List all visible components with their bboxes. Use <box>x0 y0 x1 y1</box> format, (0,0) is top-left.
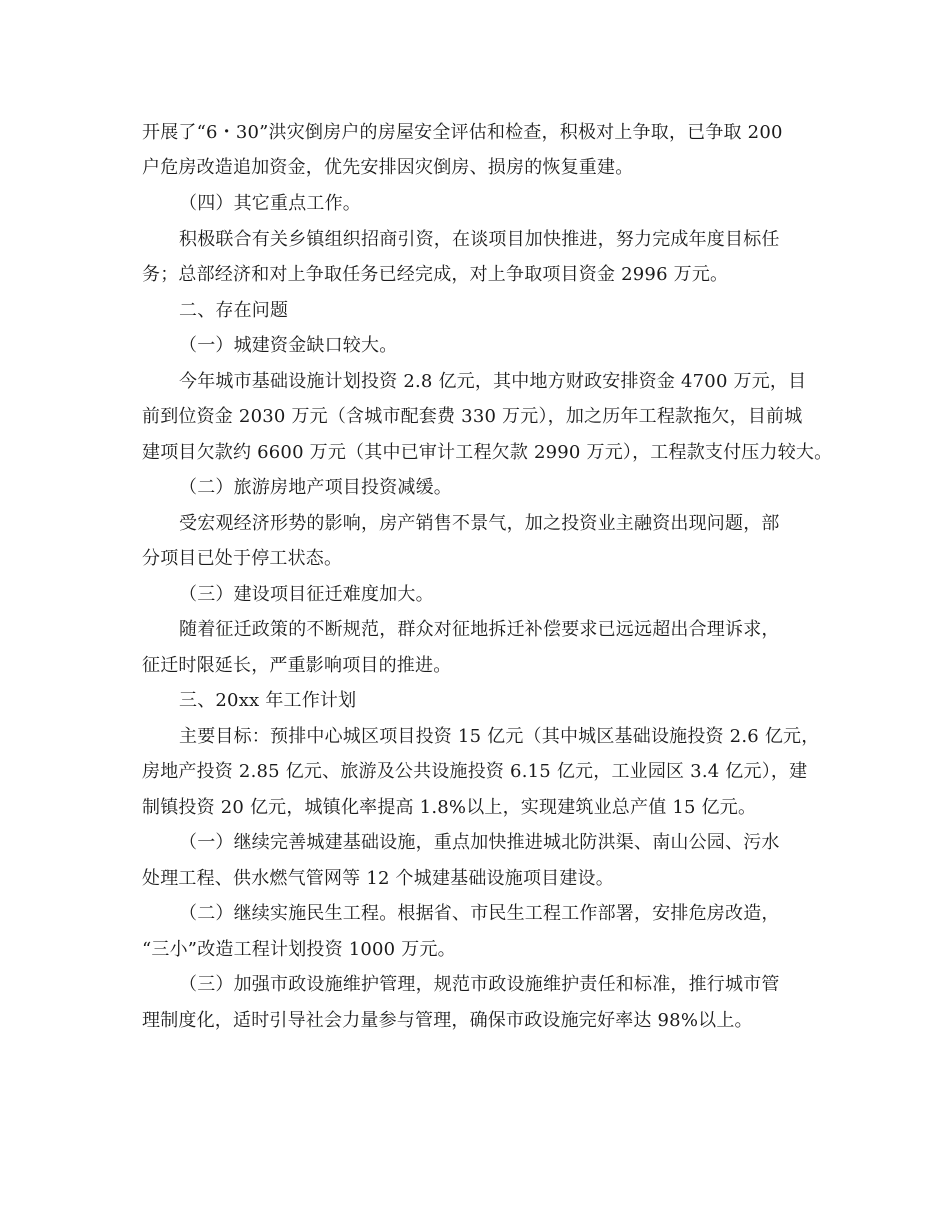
section-heading: 二、存在问题 <box>179 300 289 321</box>
body-text-line: 随着征迁政策的不断规范，群众对征地拆迁补偿要求已远远超出合理诉求， <box>179 619 780 640</box>
body-text-line: 务；总部经济和对上争取任务已经完成，对上争取项目资金 2996 万元。 <box>142 264 729 285</box>
body-text-line: 户危房改造追加资金，优先安排因灾倒房、损房的恢复重建。 <box>142 157 634 178</box>
body-text-line: “三小”改造工程计划投资 1000 万元。 <box>142 939 456 960</box>
body-text-line: （三）加强市政设施维护管理，规范市政设施维护责任和标准，推行城市管 <box>179 974 780 995</box>
section-heading: （四）其它重点工作。 <box>179 193 361 214</box>
body-text-line: 建项目欠款约 6600 万元（其中已审计工程欠款 2990 万元），工程款支付压力较大。 <box>142 442 833 463</box>
body-text-line: 分项目已处于停工状态。 <box>142 548 343 569</box>
body-text-line: 前到位资金 2030 万元（含城市配套费 330 万元），加之历年工程款拖欠，目前城 <box>142 406 803 427</box>
body-text-line: 处理工程、供水燃气管网等 12 个城建基础设施项目建设。 <box>142 868 614 889</box>
body-text-line: 房地产投资 2.85 亿元、旅游及公共设施投资 6.15 亿元，工业园区 3.4 亿元），建 <box>142 761 808 782</box>
section-heading: （二）旅游房地产项目投资减缓。 <box>179 477 452 498</box>
body-text-line: （二）继续实施民生工程。根据省、市民生工程工作部署，安排危房改造， <box>179 903 780 924</box>
body-text-line: 制镇投资 20 亿元，城镇化率提高 1.8%以上，实现建筑业总产值 15 亿元。 <box>142 797 757 818</box>
body-text-line: 征迁时限延长，严重影响项目的推进。 <box>142 655 452 676</box>
body-text-line: 受宏观经济形势的影响，房产销售不景气，加之投资业主融资出现问题，部 <box>179 513 780 534</box>
section-heading: （三）建设项目征迁难度加大。 <box>179 584 434 605</box>
body-text-line: 开展了“6・30”洪灾倒房户的房屋安全评估和检查，积极对上争取，已争取 200 <box>142 122 783 143</box>
body-text-line: 积极联合有关乡镇组织招商引资，在谈项目加快推进，努力完成年度目标任 <box>179 229 780 250</box>
body-text-line: （一）继续完善城建基础设施，重点加快推进城北防洪渠、南山公园、污水 <box>179 832 780 853</box>
body-text-line: 理制度化，适时引导社会力量参与管理，确保市政设施完好率达 98%以上。 <box>142 1010 753 1031</box>
body-text-line: 今年城市基础设施计划投资 2.8 亿元，其中地方财政安排资金 4700 万元，目 <box>179 371 807 392</box>
body-text-line: 主要目标：预排中心城区项目投资 15 亿元（其中城区基础设施投资 2.6 亿元， <box>179 726 820 747</box>
section-heading: 三、20xx 年工作计划 <box>179 690 357 711</box>
section-heading: （一）城建资金缺口较大。 <box>179 335 398 356</box>
